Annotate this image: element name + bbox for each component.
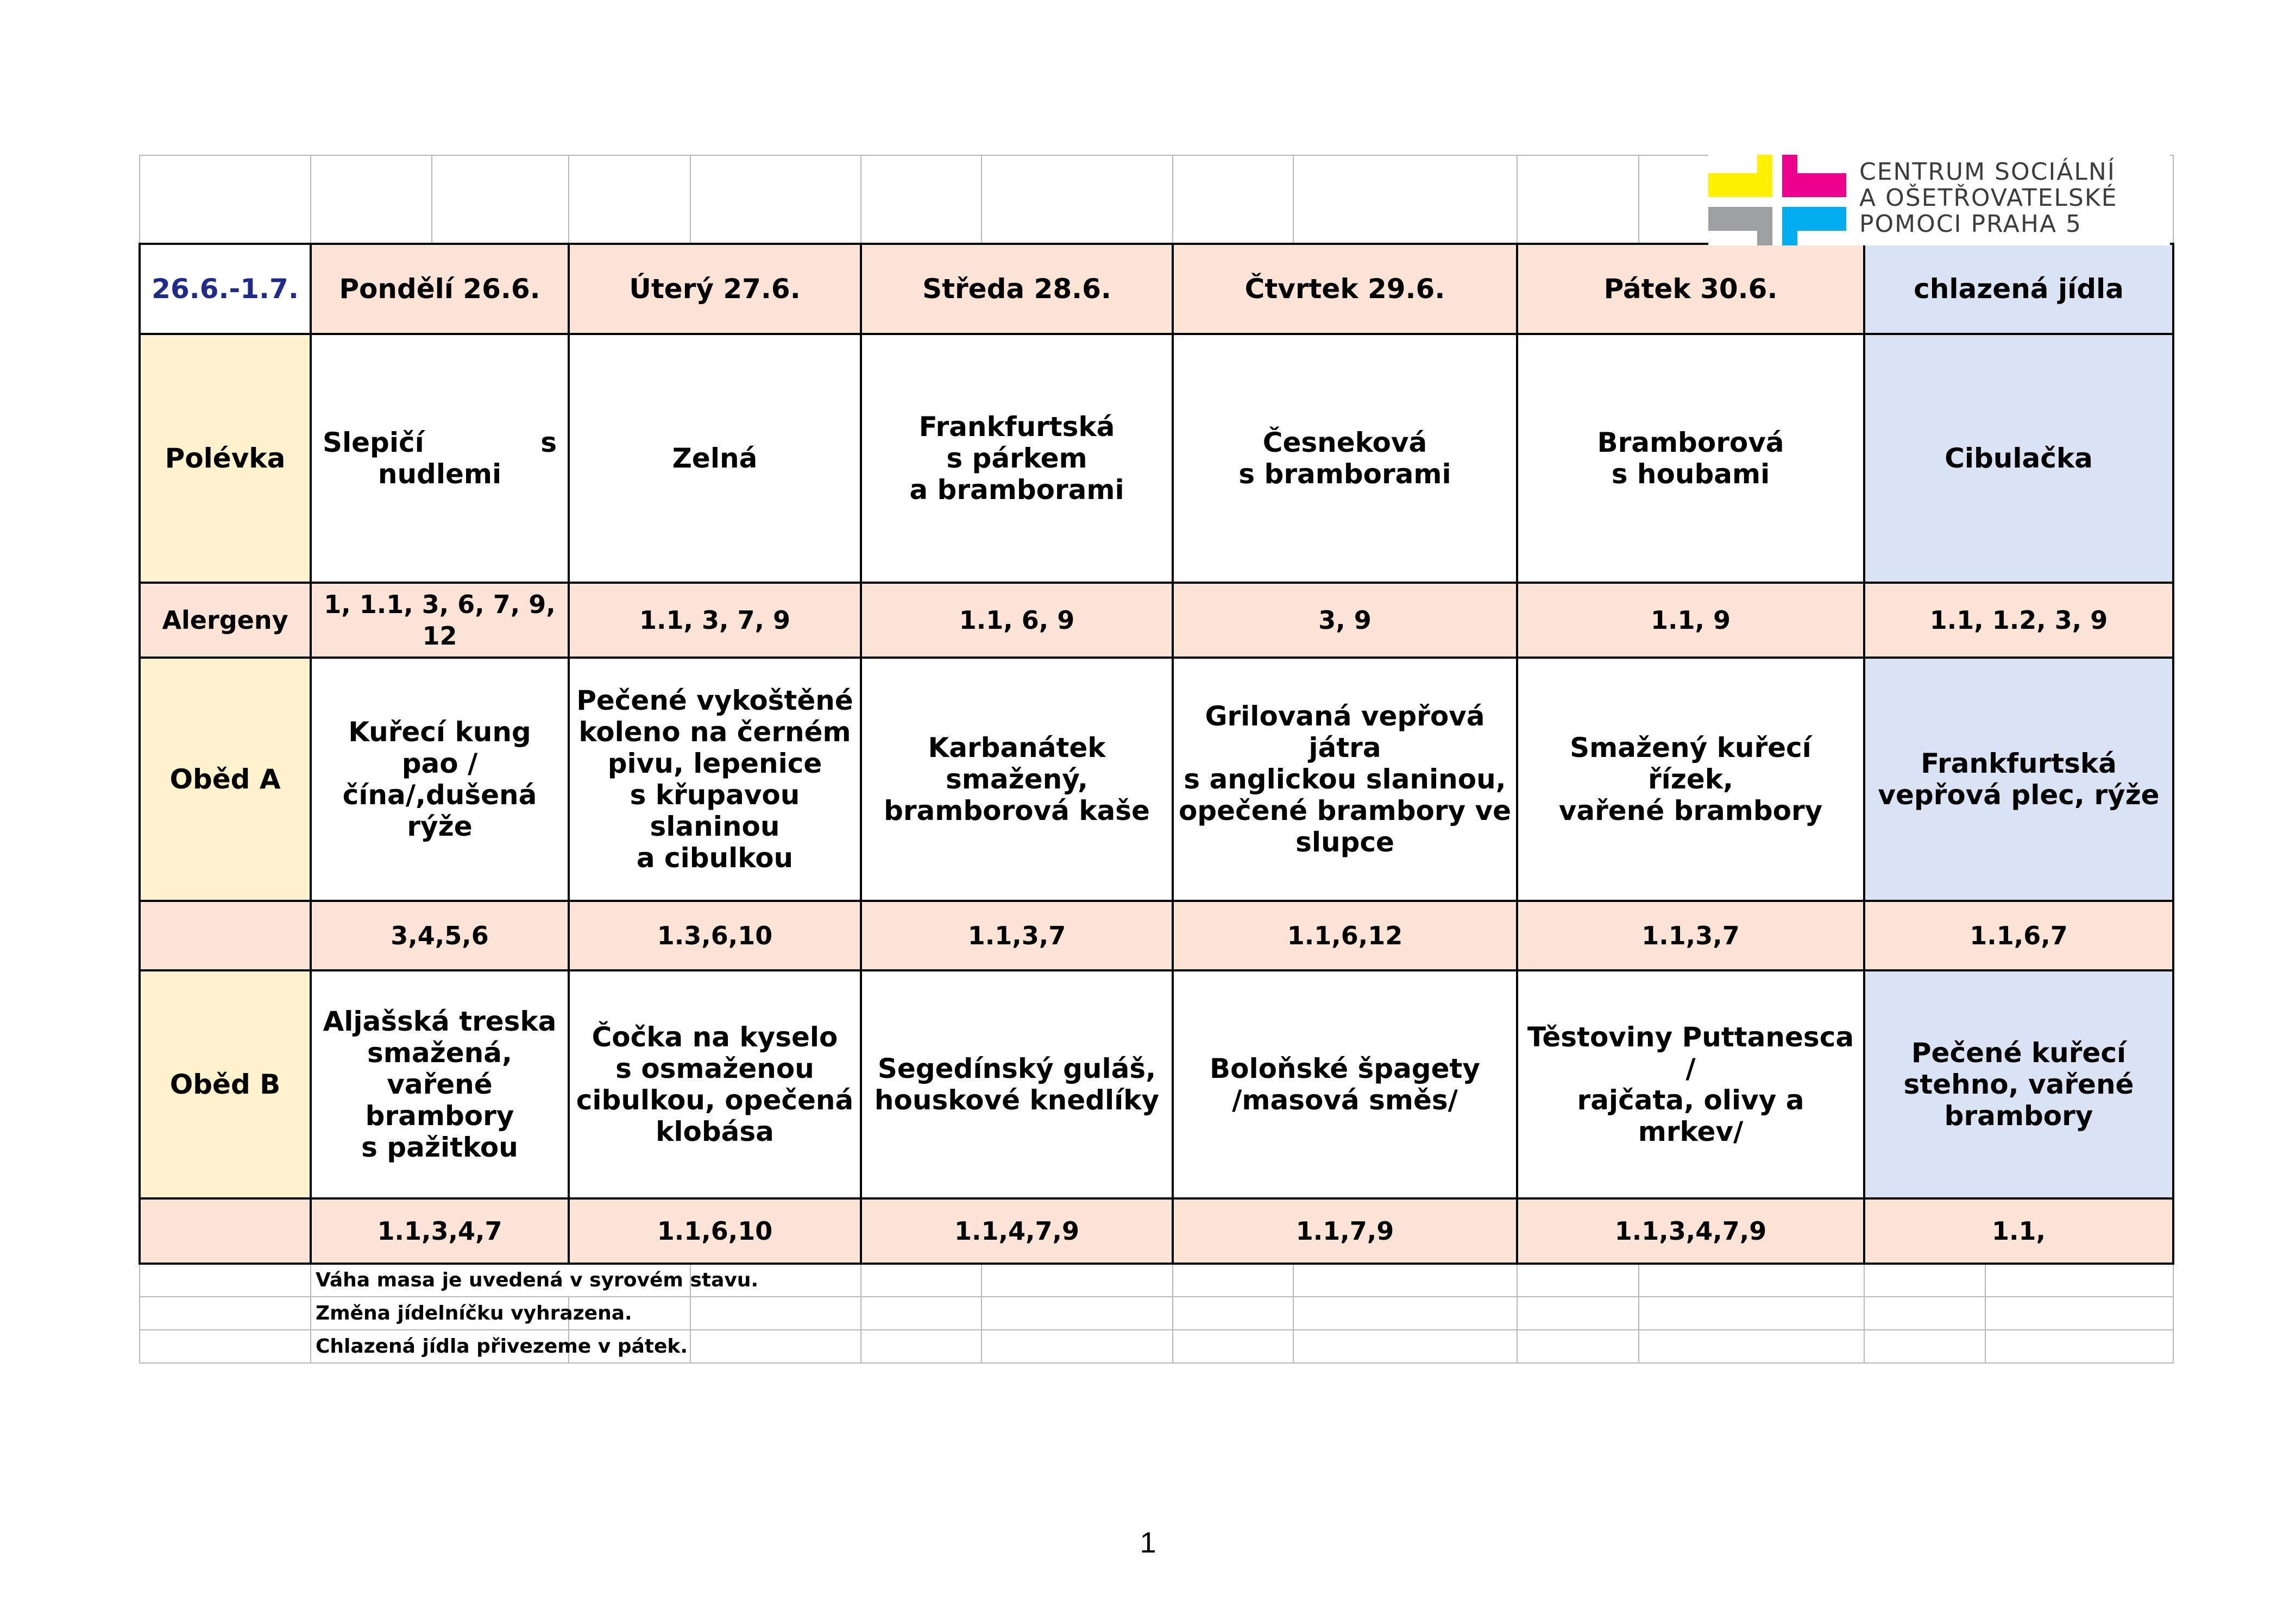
menu-cell: Boloňské špagety /masová směs/ [1173, 970, 1517, 1198]
day-header: Středa 28.6. [861, 244, 1173, 334]
note-row [140, 1297, 2173, 1330]
allergen-cell: 3,4,5,6 [311, 901, 569, 970]
week-range: 26.6.-1.7. [140, 244, 311, 334]
weekly-menu-table [139, 155, 2174, 1364]
logo-gray-stem [1757, 207, 1772, 245]
menu-cell: Těstoviny Puttanesca / rajčata, olivy a mrkev/ [1517, 970, 1864, 1198]
logo-magenta-bar [1797, 173, 1846, 197]
day-header: Pondělí 26.6. [311, 244, 569, 334]
menu-cell: Zelná [569, 334, 861, 583]
menu-cell: Čočka na kyselo s osmaženou cibulkou, opečená klobása [569, 970, 861, 1198]
logo-yellow-bar [1708, 173, 1757, 197]
menu-cell: Pečené vykoštěné koleno na černém pivu, lepenice s křupavou slaninou a cibulkou [569, 658, 861, 901]
lunch-a-row [140, 658, 2173, 901]
menu-cell: Grilovaná vepřová játra s anglickou slaninou, opečené brambory ve slupce [1173, 658, 1517, 901]
note-row [140, 1264, 2173, 1297]
menu-cell: Smažený kuřecí řízek, vařené brambory [1517, 658, 1864, 901]
allergen-cell: 1.1,4,7,9 [861, 1198, 1173, 1264]
logo-gray-bar [1708, 207, 1757, 231]
allergen-cell: 1.1, 1.2, 3, 9 [1864, 583, 2173, 658]
logo-magenta-stem [1782, 155, 1797, 197]
allergen-cell: 1.1, 6, 9 [861, 583, 1173, 658]
lunch-a-allergens-row [140, 901, 2173, 970]
menu-cell: Frankfurtská vepřová plec, rýže [1864, 658, 2173, 901]
chilled-meals-header: chlazená jídla [1864, 244, 2173, 334]
logo-line: CENTRUM SOCIÁLNÍ [1859, 158, 2116, 186]
page-number: 1 [1140, 1526, 1156, 1559]
allergen-cell: 1.1,3,4,7,9 [1517, 1198, 1864, 1264]
allergen-cell: 1.1,6,7 [1864, 901, 2173, 970]
day-header: Úterý 27.6. [569, 244, 861, 334]
empty-label-cell [140, 1198, 311, 1264]
allergen-cell: 1.1,3,7 [861, 901, 1173, 970]
note-text: Chlazená jídla přivezeme v pátek. [311, 1330, 569, 1363]
note-text: Změna jídelníčku vyhrazena. [311, 1297, 569, 1330]
logo-line: A OŠETŘOVATELSKÉ [1859, 184, 2118, 212]
allergen-cell: 3, 9 [1173, 583, 1517, 658]
allergen-cell: 1.1, 9 [1517, 583, 1864, 658]
organization-logo [1708, 155, 2170, 245]
row-label-lunch-b: Oběd B [140, 970, 311, 1198]
menu-cell: Frankfurtská s párkem a bramborami [861, 334, 1173, 583]
logo-yellow-stem [1757, 155, 1772, 197]
allergen-cell: 1.1,6,12 [1173, 901, 1517, 970]
menu-cell: Pečené kuřecí stehno, vařené brambory [1864, 970, 2173, 1198]
day-header: Čtvrtek 29.6. [1173, 244, 1517, 334]
row-label-allergens: Alergeny [140, 583, 311, 658]
day-header-row [140, 244, 2173, 334]
logo-text [1859, 159, 2118, 237]
lunch-b-row [140, 970, 2173, 1198]
allergen-cell: 1.1,3,4,7 [311, 1198, 569, 1264]
note-row [140, 1330, 2173, 1363]
cross-logo-icon [1708, 155, 1855, 245]
logo-cyan-stem [1782, 207, 1797, 245]
empty-label-cell [140, 901, 311, 970]
menu-sheet [139, 155, 2172, 1364]
soup-row [140, 334, 2173, 583]
row-label-soup: Polévka [140, 334, 311, 583]
allergen-cell: 1, 1.1, 3, 6, 7, 9, 12 [311, 583, 569, 658]
menu-cell: Aljašská treska smažená, vařené brambory s pažitkou [311, 970, 569, 1198]
allergen-cell: 1.1, 3, 7, 9 [569, 583, 861, 658]
lunch-b-allergens-row [140, 1198, 2173, 1264]
menu-cell: Česneková s bramborami [1173, 334, 1517, 583]
day-header: Pátek 30.6. [1517, 244, 1864, 334]
allergen-cell: 1.1,3,7 [1517, 901, 1864, 970]
row-label-lunch-a: Oběd A [140, 658, 311, 901]
menu-cell: Bramborová s houbami [1517, 334, 1864, 583]
menu-cell: Karbanátek smažený, bramborová kaše [861, 658, 1173, 901]
menu-cell: Slepičí s nudlemi [311, 334, 569, 583]
allergen-cell: 1.3,6,10 [569, 901, 861, 970]
logo-cyan-bar [1797, 207, 1846, 231]
logo-line: POMOCI PRAHA 5 [1859, 210, 2083, 238]
menu-cell: Cibulačka [1864, 334, 2173, 583]
soup-allergens-row [140, 583, 2173, 658]
note-text: Váha masa je uvedená v syrovém stavu. [311, 1264, 690, 1297]
allergen-cell: 1.1,7,9 [1173, 1198, 1517, 1264]
allergen-cell: 1.1,6,10 [569, 1198, 861, 1264]
allergen-cell: 1.1, [1864, 1198, 2173, 1264]
menu-cell: Kuřecí kung pao / čína/,dušená rýže [311, 658, 569, 901]
menu-cell: Segedínský guláš, houskové knedlíky [861, 970, 1173, 1198]
